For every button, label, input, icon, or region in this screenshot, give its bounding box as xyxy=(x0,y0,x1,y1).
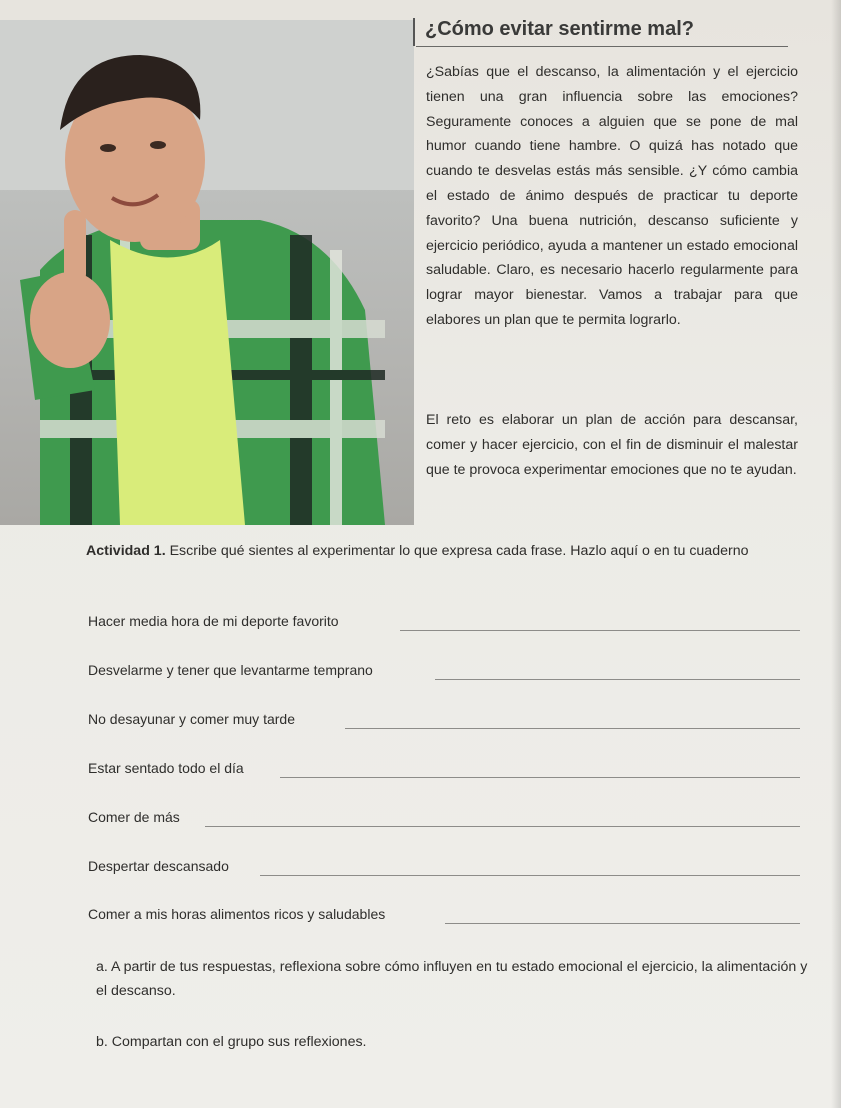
answer-row xyxy=(88,900,800,924)
answer-row xyxy=(88,607,800,631)
reflection-b: b. Compartan con el grupo sus reflexiones. xyxy=(96,1034,367,1050)
intro-paragraph: ¿Sabías que el descanso, la alimentación y el ejercicio tienen una gran influencia sobre las emociones? Seguramente conoces a alguien que se pone de mal humor cuando tiene hambre. O quizá has notado que cuando te desvelas estás más sensible. ¿Y cómo cambia el estado de ánimo después de practicar tu deporte favorito? Una buena nutrición, descanso suficiente y ejercicio periódico, ayuda a mantener un estado emocional saludable. Claro, es necesario hacerlo regularmente para lograr mayor bienestar. Vamos a trabajar para que elabores un plan que te permita lograrlo. xyxy=(426,64,798,328)
phrase-label: Hacer media hora de mi deporte favorito xyxy=(88,613,339,629)
activity-text: Escribe qué sientes al experimentar lo que expresa cada frase. Hazlo aquí o en tu cuaderno xyxy=(169,543,749,559)
phrase-label: Desvelarme y tener que levantarme temprano xyxy=(88,662,373,678)
phrase-label: Estar sentado todo el día xyxy=(88,760,244,776)
phrase-label: Despertar descansado xyxy=(88,858,229,874)
answer-line[interactable] xyxy=(260,875,800,876)
answer-line[interactable] xyxy=(445,923,800,924)
title-accent-bar xyxy=(413,18,415,46)
reflection-a: a. A partir de tus respuestas, reflexiona sobre cómo influyen en tu estado emocional el ejercicio, la alimentación y el descanso. xyxy=(96,959,808,999)
answer-line[interactable] xyxy=(345,728,800,729)
answer-line[interactable] xyxy=(400,630,800,631)
phrase-label: No desayunar y comer muy tarde xyxy=(88,711,295,727)
challenge-paragraph: El reto es elaborar un plan de acción para descansar, comer y hacer ejercicio, con el fin de disminuir el malestar que te provoca experimentar emociones que no te ayudan. xyxy=(426,412,798,478)
section-title: ¿Cómo evitar sentirme mal? xyxy=(425,18,694,40)
page-edge-shadow xyxy=(831,0,841,1108)
answer-row xyxy=(88,754,800,778)
answer-row xyxy=(88,852,800,876)
boy-illustration xyxy=(0,20,414,525)
phrase-label: Comer de más xyxy=(88,809,180,825)
activity-label: Actividad 1. xyxy=(86,543,166,559)
answer-row xyxy=(88,656,800,680)
photo-boy-thumbs-up xyxy=(0,20,414,525)
answer-line[interactable] xyxy=(435,679,800,680)
answer-row xyxy=(88,803,800,827)
phrase-label: Comer a mis horas alimentos ricos y saludables xyxy=(88,906,386,922)
title-underline xyxy=(416,46,788,47)
activity-instructions xyxy=(86,537,806,565)
answer-line[interactable] xyxy=(280,777,800,778)
answer-row xyxy=(88,705,800,729)
answer-line[interactable] xyxy=(205,826,800,827)
